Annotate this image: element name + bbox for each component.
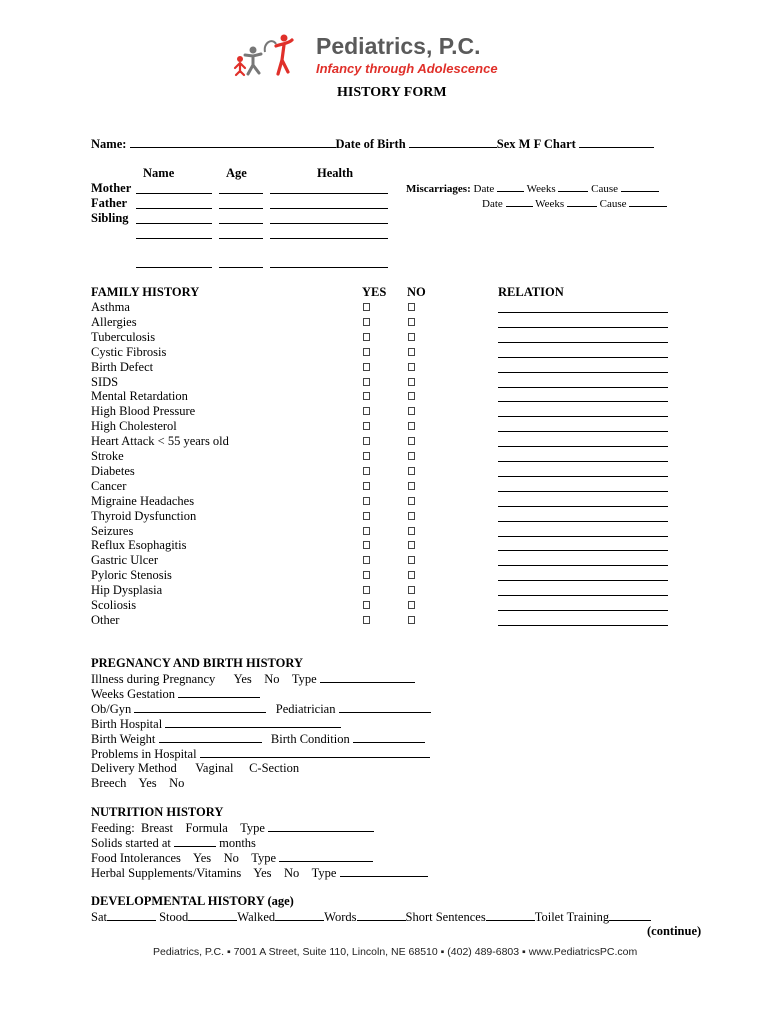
family-yes-checkbox[interactable] (363, 571, 370, 579)
sibling-health-field[interactable] (270, 223, 388, 224)
family-yes-checkbox[interactable] (363, 348, 370, 356)
delivery-csection[interactable]: C-Section (249, 761, 300, 775)
family-yes-checkbox[interactable] (363, 452, 370, 460)
footer-phone: (402) 489-6803 (447, 946, 520, 958)
food-intolerances-label: Food Intolerances (91, 851, 181, 865)
family-relation-field[interactable] (498, 431, 668, 432)
family-condition-label: Seizures (91, 524, 134, 538)
short-sentences-label: Short Sentences (405, 910, 486, 924)
family-no-checkbox[interactable] (408, 541, 415, 549)
delivery-method-label: Delivery Method (91, 761, 177, 775)
family-yes-checkbox[interactable] (363, 363, 370, 371)
herbal-type-field[interactable] (340, 865, 428, 877)
logo (232, 30, 498, 80)
family-history-title: FAMILY HISTORY (91, 285, 200, 299)
stood-label: Stood (159, 910, 189, 924)
birth-weight-field[interactable] (159, 731, 262, 743)
family-condition-label: High Cholesterol (91, 419, 177, 433)
obgyn-field[interactable] (134, 701, 266, 713)
family-condition-label: Birth Defect (91, 360, 154, 374)
family-no-checkbox[interactable] (408, 303, 415, 311)
miscarriages-row-1 (406, 182, 659, 196)
misc-weeks-label-2: Weeks (535, 198, 565, 210)
family-condition-label: High Blood Pressure (91, 404, 196, 418)
family-relation-field[interactable] (498, 372, 668, 373)
misc-date-field-1[interactable] (497, 182, 524, 192)
sibling-label: Sibling (91, 211, 129, 225)
family-relation-field[interactable] (498, 327, 668, 328)
misc-cause-field-1[interactable] (621, 182, 659, 192)
page-title: HISTORY FORM (337, 85, 447, 100)
family-relation-field[interactable] (498, 595, 668, 596)
words-field[interactable] (357, 909, 406, 921)
pediatrician-field[interactable] (339, 701, 431, 713)
logo-figures-icon (232, 30, 312, 80)
family-relation-field[interactable] (498, 342, 668, 343)
walked-field[interactable] (275, 909, 324, 921)
family-yes-checkbox[interactable] (363, 616, 370, 624)
name-field[interactable] (130, 136, 336, 148)
family-no-checkbox[interactable] (408, 616, 415, 624)
illness-yes[interactable]: Yes (233, 672, 252, 686)
family-yes-checkbox[interactable] (363, 407, 370, 415)
family-no-checkbox[interactable] (408, 601, 415, 609)
family-no-checkbox[interactable] (408, 333, 415, 341)
family-no-checkbox[interactable] (408, 556, 415, 564)
family-relation-field[interactable] (498, 491, 668, 492)
misc-date-label-2: Date (482, 198, 503, 210)
father-label: Father (91, 196, 128, 210)
food-intolerances-no[interactable]: No (223, 851, 239, 865)
mother-age-field[interactable] (219, 193, 263, 194)
family-no-checkbox[interactable] (408, 527, 415, 535)
father-health-field[interactable] (270, 208, 388, 209)
footer-website[interactable]: www.PediatricsPC.com (528, 946, 638, 958)
family-yes-checkbox[interactable] (363, 467, 370, 475)
family-no-checkbox[interactable] (408, 348, 415, 356)
father-name-field[interactable] (136, 208, 212, 209)
family-relation-field[interactable] (498, 401, 668, 402)
weeks-gestation-label: Weeks Gestation (91, 687, 176, 701)
illness-type-label: Type (291, 672, 317, 686)
herbal-type-label: Type (311, 866, 337, 880)
illness-row (91, 671, 415, 687)
family-condition-label: Heart Attack < 55 years old (91, 434, 229, 448)
problems-field[interactable] (200, 746, 430, 758)
weeks-gestation-field[interactable] (178, 686, 260, 698)
family-yes-checkbox[interactable] (363, 318, 370, 326)
family-relation-field[interactable] (498, 625, 668, 626)
sex-m[interactable]: M (518, 137, 531, 151)
pediatrician-label: Pediatrician (275, 702, 336, 716)
family-yes-checkbox[interactable] (363, 601, 370, 609)
solids-label: Solids started at (91, 836, 171, 850)
developmental-title: DEVELOPMENTAL HISTORY (age) (91, 894, 294, 908)
toilet-training-field[interactable] (609, 909, 651, 921)
family-no-checkbox[interactable] (408, 318, 415, 326)
family-yes-checkbox[interactable] (363, 333, 370, 341)
family-relation-field[interactable] (498, 357, 668, 358)
herbal-no[interactable]: No (284, 866, 300, 880)
continue-label: (continue) (647, 924, 702, 938)
delivery-vaginal[interactable]: Vaginal (195, 761, 234, 775)
misc-cause-field-2[interactable] (629, 197, 667, 207)
feeding-formula[interactable]: Formula (185, 821, 228, 835)
mother-name-field[interactable] (136, 193, 212, 194)
feeding-breast[interactable]: Breast (141, 821, 173, 835)
weeks-gestation-row (91, 686, 260, 702)
family-relation-field[interactable] (498, 610, 668, 611)
sibling3-age-field[interactable] (219, 267, 263, 268)
breech-row (91, 776, 184, 791)
family-condition-label: Cancer (91, 479, 127, 493)
family-condition-label: Scoliosis (91, 598, 137, 612)
herbal-row (91, 865, 428, 881)
misc-weeks-field-1[interactable] (558, 182, 588, 192)
footer-name: Pediatrics, P.C. (153, 946, 225, 958)
family-condition-label: Reflux Esophagitis (91, 538, 187, 552)
family-yes-checkbox[interactable] (363, 303, 370, 311)
family-relation-field[interactable] (498, 536, 668, 537)
stood-field[interactable] (188, 909, 237, 921)
family-relation-field[interactable] (498, 506, 668, 507)
family-no-checkbox[interactable] (408, 378, 415, 386)
footer (153, 946, 637, 959)
family-relation-field[interactable] (498, 312, 668, 313)
words-label: Words (324, 910, 357, 924)
food-intolerances-type-field[interactable] (279, 850, 373, 862)
family-relation-field[interactable] (498, 446, 668, 447)
family-no-checkbox[interactable] (408, 497, 415, 505)
family-no-checkbox[interactable] (408, 422, 415, 430)
family-relation-field[interactable] (498, 521, 668, 522)
solids-months-label: months (219, 836, 256, 850)
footer-bullet-1: ▪ (226, 946, 231, 958)
footer-bullet-3: ▪ (522, 946, 526, 958)
family-condition-label: Gastric Ulcer (91, 553, 158, 567)
obgyn-label: Ob/Gyn (91, 702, 132, 716)
family-no-checkbox[interactable] (408, 407, 415, 415)
family-relation-field[interactable] (498, 387, 668, 388)
food-intolerances-yes[interactable]: Yes (192, 851, 212, 865)
name-label: Name: (91, 137, 127, 151)
footer-bullet-2: ▪ (440, 946, 445, 958)
solids-row (91, 835, 256, 851)
col-age-header: Age (226, 166, 247, 180)
family-condition-label: Migraine Headaches (91, 494, 195, 508)
feeding-type-field[interactable] (268, 820, 374, 832)
family-condition-label: Mental Retardation (91, 389, 188, 403)
family-condition-label: Stroke (91, 449, 124, 463)
food-intolerances-type-label: Type (251, 851, 277, 865)
family-no-checkbox[interactable] (408, 392, 415, 400)
family-condition-label: SIDS (91, 375, 119, 389)
miscarriages-row-2 (482, 197, 667, 211)
illness-no[interactable]: No (264, 672, 280, 686)
family-condition-label: Hip Dysplasia (91, 583, 163, 597)
delivery-row (91, 761, 299, 776)
developmental-row (91, 909, 651, 925)
illness-type-field[interactable] (320, 671, 415, 683)
short-sentences-field[interactable] (486, 909, 535, 921)
relation-column-header: RELATION (498, 285, 564, 299)
family-yes-checkbox[interactable] (363, 497, 370, 505)
sat-field[interactable] (107, 909, 156, 921)
sex-label: Sex (496, 137, 516, 151)
sibling-name-field[interactable] (136, 223, 212, 224)
food-intolerances-row (91, 850, 373, 866)
birth-hospital-label: Birth Hospital (91, 717, 163, 731)
sibling2-health-field[interactable] (270, 238, 388, 239)
misc-weeks-label: Weeks (526, 183, 556, 195)
footer-address: 7001 A Street, Suite 110, Lincoln, NE 68510 (233, 946, 438, 958)
family-condition-label: Diabetes (91, 464, 135, 478)
illness-label: Illness during Pregnancy (91, 672, 216, 686)
sibling2-name-field[interactable] (136, 238, 212, 239)
birth-condition-field[interactable] (353, 731, 425, 743)
family-relation-field[interactable] (498, 565, 668, 566)
family-relation-field[interactable] (498, 580, 668, 581)
family-yes-checkbox[interactable] (363, 586, 370, 594)
herbal-yes[interactable]: Yes (253, 866, 272, 880)
family-no-checkbox[interactable] (408, 482, 415, 490)
problems-label: Problems in Hospital (91, 747, 197, 761)
mother-label: Mother (91, 181, 132, 195)
family-condition-label: Other (91, 613, 120, 627)
family-yes-checkbox[interactable] (363, 556, 370, 564)
family-no-checkbox[interactable] (408, 467, 415, 475)
miscarriages-label: Miscarriages: (406, 183, 471, 195)
brand-name: Pediatrics, P.C. (316, 33, 481, 59)
feeding-row (91, 820, 374, 836)
family-no-checkbox[interactable] (408, 571, 415, 579)
family-no-checkbox[interactable] (408, 437, 415, 445)
family-condition-label: Allergies (91, 315, 137, 329)
no-column-header: NO (407, 285, 426, 299)
chart-field[interactable] (579, 136, 654, 148)
birth-hospital-field[interactable] (165, 716, 341, 728)
family-no-checkbox[interactable] (408, 452, 415, 460)
sibling2-age-field[interactable] (219, 238, 263, 239)
family-condition-label: Thyroid Dysfunction (91, 509, 197, 523)
sibling-age-field[interactable] (219, 223, 263, 224)
dob-label: Date of Birth (335, 137, 406, 151)
sex-f[interactable]: F (533, 137, 541, 151)
breech-no[interactable]: No (169, 776, 185, 790)
family-relation-field[interactable] (498, 476, 668, 477)
family-yes-checkbox[interactable] (363, 527, 370, 535)
mother-health-field[interactable] (270, 193, 388, 194)
header-row (91, 136, 654, 152)
misc-cause-label: Cause (591, 183, 619, 195)
chart-label: Chart (543, 137, 576, 151)
problems-row (91, 746, 430, 762)
birth-hospital-row (91, 716, 341, 732)
brand-tagline: Infancy through Adolescence (316, 61, 498, 76)
dob-field[interactable] (409, 136, 497, 148)
yes-column-header: YES (362, 285, 387, 299)
misc-cause-label-2: Cause (599, 198, 627, 210)
family-relation-field[interactable] (498, 550, 668, 551)
pregnancy-title: PREGNANCY AND BIRTH HISTORY (91, 656, 303, 670)
misc-date-field-2[interactable] (506, 197, 533, 207)
sat-label: Sat (91, 910, 107, 924)
family-condition-label: Pyloric Stenosis (91, 568, 172, 582)
family-yes-checkbox[interactable] (363, 482, 370, 490)
family-yes-checkbox[interactable] (363, 512, 370, 520)
family-condition-label: Tuberculosis (91, 330, 156, 344)
family-relation-field[interactable] (498, 461, 668, 462)
family-yes-checkbox[interactable] (363, 378, 370, 386)
sibling3-health-field[interactable] (270, 267, 388, 268)
toilet-training-label: Toilet Training (534, 910, 610, 924)
family-no-checkbox[interactable] (408, 586, 415, 594)
family-no-checkbox[interactable] (408, 363, 415, 371)
misc-date-label: Date (473, 183, 495, 195)
walked-label: Walked (237, 910, 276, 924)
col-name-header: Name (143, 166, 175, 180)
herbal-label: Herbal Supplements/Vitamins (91, 866, 242, 880)
family-yes-checkbox[interactable] (363, 541, 370, 549)
family-relation-field[interactable] (498, 416, 668, 417)
misc-weeks-field-2[interactable] (567, 197, 597, 207)
sibling3-name-field[interactable] (136, 267, 212, 268)
feeding-type-label: Type (240, 821, 265, 835)
family-condition-label: Cystic Fibrosis (91, 345, 167, 359)
family-no-checkbox[interactable] (408, 512, 415, 520)
feeding-label: Feeding: (91, 821, 135, 835)
breech-yes[interactable]: Yes (138, 776, 157, 790)
col-health-header: Health (317, 166, 354, 180)
family-yes-checkbox[interactable] (363, 437, 370, 445)
nutrition-title: NUTRITION HISTORY (91, 805, 224, 819)
birth-weight-row (91, 731, 425, 747)
breech-label: Breech (91, 776, 127, 790)
obgyn-row (91, 701, 431, 717)
birth-weight-label: Birth Weight (91, 732, 156, 746)
family-condition-label: Asthma (91, 300, 130, 314)
family-yes-checkbox[interactable] (363, 422, 370, 430)
birth-condition-label: Birth Condition (270, 732, 350, 746)
solids-field[interactable] (174, 835, 216, 847)
family-yes-checkbox[interactable] (363, 392, 370, 400)
father-age-field[interactable] (219, 208, 263, 209)
